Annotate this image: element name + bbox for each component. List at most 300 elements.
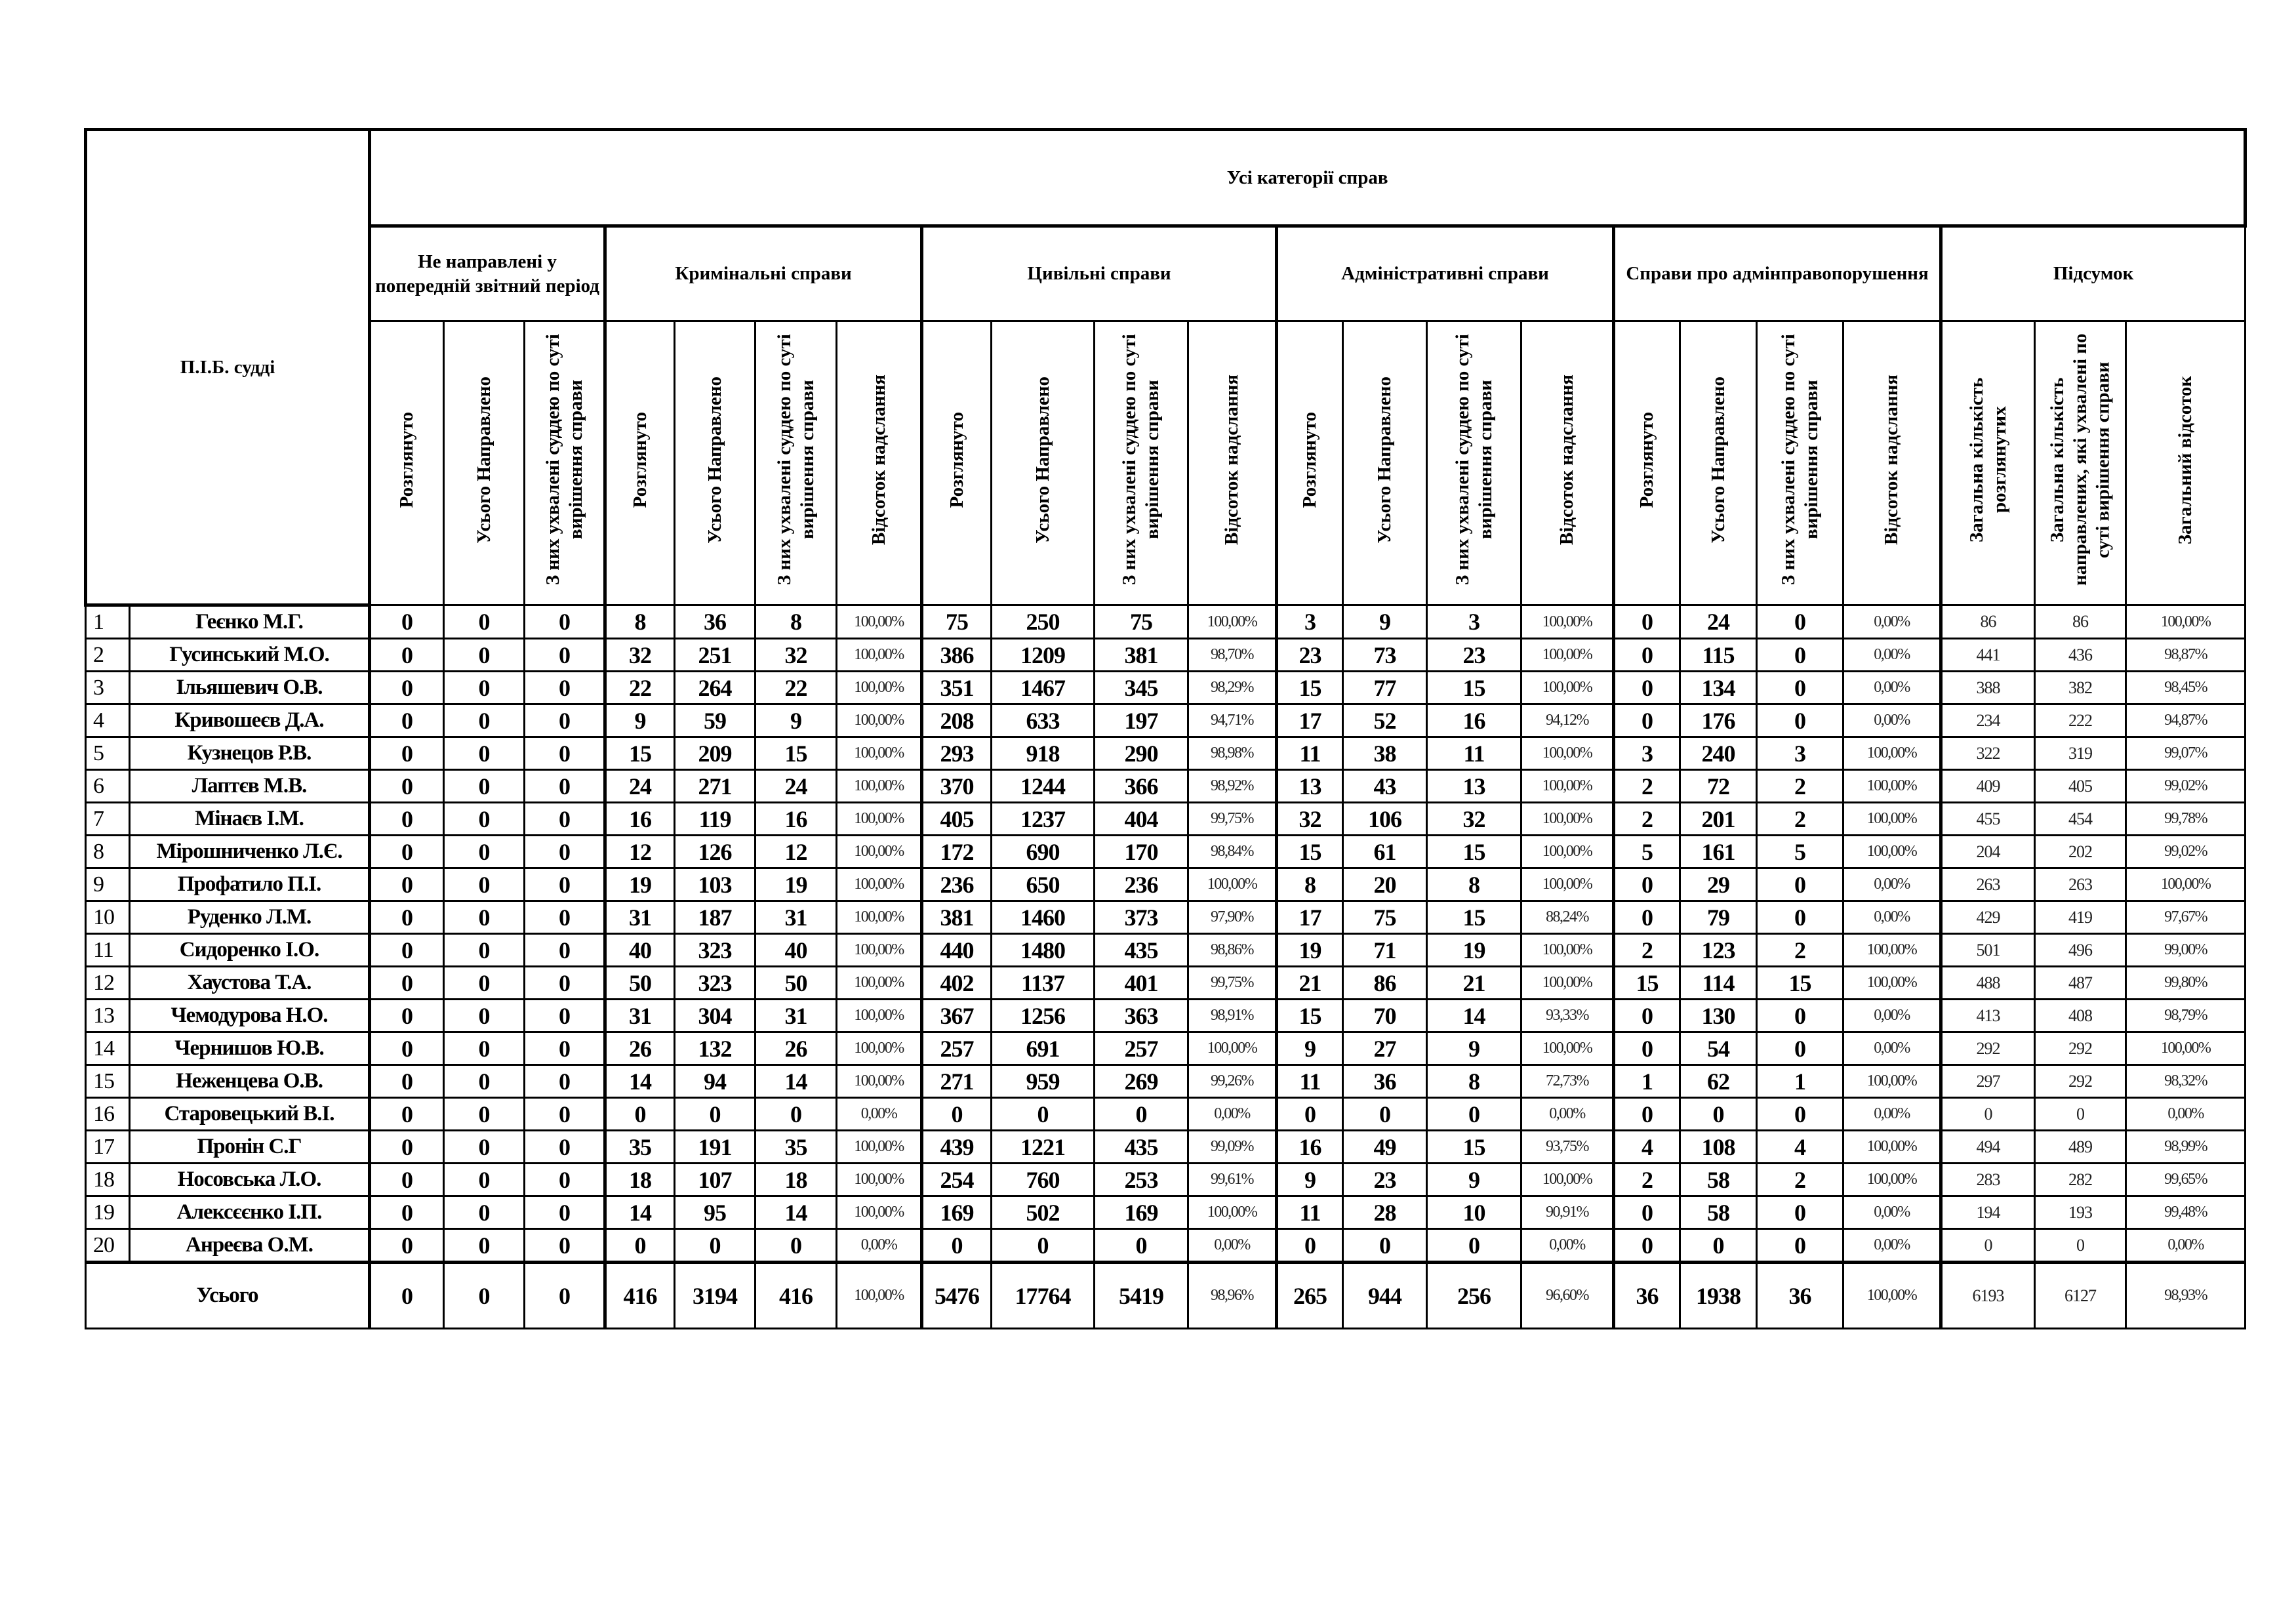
value-cell: 0 — [370, 672, 444, 704]
value-cell: 373 — [1095, 901, 1188, 934]
column-header — [1680, 321, 1757, 605]
value-cell: 18 — [605, 1164, 675, 1196]
value-cell: 9 — [1427, 1164, 1521, 1196]
value-cell: 382 — [2035, 672, 2126, 704]
value-cell: 23 — [1427, 639, 1521, 672]
value-cell: 254 — [922, 1164, 992, 1196]
value-cell: 0 — [1343, 1229, 1427, 1263]
value-cell: 0 — [444, 1164, 525, 1196]
value-cell: 94 — [675, 1065, 755, 1098]
value-cell: 73 — [1343, 639, 1427, 672]
column-header — [755, 321, 837, 605]
percent-cell: 100,00% — [837, 868, 922, 901]
column-header-label: З них ухвалені суддею по суті вирішення справи — [1777, 334, 1822, 586]
percent-cell: 99,48% — [2126, 1196, 2246, 1229]
percent-cell: 99,75% — [1188, 967, 1277, 1000]
column-header — [1757, 321, 1843, 605]
value-cell: 209 — [675, 737, 755, 770]
percent-cell: 100,00% — [837, 1196, 922, 1229]
value-cell: 0 — [444, 672, 525, 704]
column-header — [837, 321, 922, 605]
total-label: Усього — [86, 1263, 370, 1329]
value-cell: 1467 — [992, 672, 1095, 704]
value-cell: 1 — [1614, 1065, 1680, 1098]
percent-cell: 0,00% — [2126, 1229, 2246, 1263]
value-cell: 502 — [992, 1196, 1095, 1229]
value-cell: 193 — [2035, 1196, 2126, 1229]
value-cell: 0 — [1427, 1098, 1521, 1131]
percent-cell: 100,00% — [837, 1000, 922, 1032]
value-cell: 15 — [1277, 1000, 1343, 1032]
column-header-label: З них ухвалені суддею по суті вирішення справи — [542, 334, 586, 586]
value-cell: 0 — [1614, 1098, 1680, 1131]
value-cell: 408 — [2035, 1000, 2126, 1032]
column-header-label: Усього Направлено — [473, 376, 494, 544]
table-row — [86, 836, 2246, 868]
total-percent-cell: 96,60% — [1521, 1263, 1614, 1329]
value-cell: 62 — [1680, 1065, 1757, 1098]
row-number: 17 — [86, 1131, 130, 1164]
value-cell: 169 — [1095, 1196, 1188, 1229]
value-cell: 8 — [1277, 868, 1343, 901]
value-cell: 501 — [1941, 934, 2035, 967]
total-value-cell: 256 — [1427, 1263, 1521, 1329]
value-cell: 293 — [922, 737, 992, 770]
value-cell: 36 — [675, 605, 755, 639]
value-cell: 35 — [605, 1131, 675, 1164]
value-cell: 0 — [370, 934, 444, 967]
table-row — [86, 605, 2246, 639]
judge-name: Хаустова Т.А. — [130, 967, 370, 1000]
value-cell: 0 — [444, 770, 525, 803]
percent-cell: 100,00% — [1843, 770, 1941, 803]
percent-cell: 100,00% — [1521, 639, 1614, 672]
table-row — [86, 901, 2246, 934]
value-cell: 14 — [605, 1065, 675, 1098]
value-cell: 0 — [1614, 1229, 1680, 1263]
value-cell: 86 — [1343, 967, 1427, 1000]
value-cell: 1460 — [992, 901, 1095, 934]
percent-cell: 99,26% — [1188, 1065, 1277, 1098]
value-cell: 20 — [1343, 868, 1427, 901]
value-cell: 0 — [525, 737, 605, 770]
column-header — [444, 321, 525, 605]
table-title: Усі категорії справ — [370, 130, 2246, 226]
column-header-label: Загальна кількість розглянутих — [1965, 377, 2010, 543]
value-cell: 429 — [1941, 901, 2035, 934]
percent-cell: 98,86% — [1188, 934, 1277, 967]
value-cell: 0 — [525, 1229, 605, 1263]
value-cell: 0 — [1757, 1196, 1843, 1229]
percent-cell: 100,00% — [837, 672, 922, 704]
value-cell: 8 — [605, 605, 675, 639]
value-cell: 38 — [1343, 737, 1427, 770]
value-cell: 15 — [1427, 836, 1521, 868]
percent-cell: 99,02% — [2126, 770, 2246, 803]
value-cell: 1137 — [992, 967, 1095, 1000]
percent-cell: 0,00% — [1843, 1000, 1941, 1032]
value-cell: 236 — [922, 868, 992, 901]
value-cell: 363 — [1095, 1000, 1188, 1032]
percent-cell: 99,07% — [2126, 737, 2246, 770]
value-cell: 0 — [922, 1098, 992, 1131]
value-cell: 0 — [1277, 1098, 1343, 1131]
total-value-cell: 1938 — [1680, 1263, 1757, 1329]
row-number: 1 — [86, 605, 130, 639]
value-cell: 50 — [605, 967, 675, 1000]
total-value-cell: 0 — [444, 1263, 525, 1329]
value-cell: 0 — [444, 1229, 525, 1263]
value-cell: 0 — [444, 639, 525, 672]
judge-name: Гусинський М.О. — [130, 639, 370, 672]
judge-name: Ільяшевич О.В. — [130, 672, 370, 704]
group-header: Кримінальні справи — [605, 226, 922, 321]
column-header-label: Відсоток надслання — [1556, 375, 1578, 546]
value-cell: 282 — [2035, 1164, 2126, 1196]
value-cell: 26 — [605, 1032, 675, 1065]
total-value-cell: 5419 — [1095, 1263, 1188, 1329]
value-cell: 15 — [755, 737, 837, 770]
percent-cell: 100,00% — [1521, 836, 1614, 868]
value-cell: 12 — [755, 836, 837, 868]
percent-cell: 98,87% — [2126, 639, 2246, 672]
value-cell: 2 — [1614, 803, 1680, 836]
value-cell: 419 — [2035, 901, 2126, 934]
percent-cell: 100,00% — [1188, 1032, 1277, 1065]
value-cell: 0 — [1757, 605, 1843, 639]
value-cell: 0 — [444, 1065, 525, 1098]
value-cell: 79 — [1680, 901, 1757, 934]
value-cell: 257 — [922, 1032, 992, 1065]
percent-cell: 100,00% — [837, 836, 922, 868]
value-cell: 0 — [444, 836, 525, 868]
value-cell: 15 — [1427, 1131, 1521, 1164]
value-cell: 75 — [922, 605, 992, 639]
value-cell: 271 — [675, 770, 755, 803]
value-cell: 494 — [1941, 1131, 2035, 1164]
value-cell: 29 — [1680, 868, 1757, 901]
value-cell: 760 — [992, 1164, 1095, 1196]
table-row — [86, 967, 2246, 1000]
value-cell: 54 — [1680, 1032, 1757, 1065]
value-cell: 130 — [1680, 1000, 1757, 1032]
judge-name: Сидоренко І.О. — [130, 934, 370, 967]
total-value-cell: 36 — [1757, 1263, 1843, 1329]
percent-cell: 100,00% — [837, 737, 922, 770]
value-cell: 0 — [525, 836, 605, 868]
percent-cell: 94,87% — [2126, 704, 2246, 737]
percent-cell: 98,45% — [2126, 672, 2246, 704]
value-cell: 19 — [605, 868, 675, 901]
column-header-label: Усього Направлено — [704, 376, 725, 544]
value-cell: 4 — [1757, 1131, 1843, 1164]
value-cell: 404 — [1095, 803, 1188, 836]
value-cell: 123 — [1680, 934, 1757, 967]
percent-cell: 0,00% — [1843, 901, 1941, 934]
percent-cell: 0,00% — [1188, 1098, 1277, 1131]
table-row — [86, 1000, 2246, 1032]
percent-cell: 100,00% — [1521, 803, 1614, 836]
table-row — [86, 1065, 2246, 1098]
row-number: 7 — [86, 803, 130, 836]
value-cell: 15 — [1757, 967, 1843, 1000]
value-cell: 236 — [1095, 868, 1188, 901]
value-cell: 0 — [370, 868, 444, 901]
judge-name: Пронін С.Г — [130, 1131, 370, 1164]
value-cell: 0 — [1095, 1098, 1188, 1131]
value-cell: 197 — [1095, 704, 1188, 737]
percent-cell: 0,00% — [837, 1229, 922, 1263]
value-cell: 250 — [992, 605, 1095, 639]
value-cell: 918 — [992, 737, 1095, 770]
value-cell: 187 — [675, 901, 755, 934]
value-cell: 283 — [1941, 1164, 2035, 1196]
percent-cell: 100,00% — [837, 1032, 922, 1065]
value-cell: 386 — [922, 639, 992, 672]
percent-cell: 100,00% — [837, 901, 922, 934]
value-cell: 405 — [922, 803, 992, 836]
percent-cell: 0,00% — [1843, 868, 1941, 901]
table-row — [86, 1229, 2246, 1263]
percent-cell: 100,00% — [2126, 868, 2246, 901]
table-row — [86, 737, 2246, 770]
value-cell: 31 — [605, 901, 675, 934]
table-row — [86, 1131, 2246, 1164]
value-cell: 32 — [1277, 803, 1343, 836]
percent-cell: 98,84% — [1188, 836, 1277, 868]
judge-name: Руденко Л.М. — [130, 901, 370, 934]
percent-cell: 0,00% — [1843, 1196, 1941, 1229]
column-header-label: Усього Направлено — [1032, 376, 1053, 544]
value-cell: 292 — [2035, 1032, 2126, 1065]
column-header — [675, 321, 755, 605]
percent-cell: 97,90% — [1188, 901, 1277, 934]
value-cell: 0 — [2035, 1098, 2126, 1131]
value-cell: 15 — [605, 737, 675, 770]
percent-cell: 0,00% — [837, 1098, 922, 1131]
percent-cell: 100,00% — [1188, 868, 1277, 901]
judge-name: Старовецький В.І. — [130, 1098, 370, 1131]
percent-cell: 100,00% — [837, 803, 922, 836]
value-cell: 0 — [444, 1000, 525, 1032]
percent-cell: 100,00% — [1521, 605, 1614, 639]
group-header: Не направлені у попередній звітний період — [370, 226, 605, 321]
value-cell: 0 — [1757, 672, 1843, 704]
percent-cell: 100,00% — [1188, 1196, 1277, 1229]
total-value-cell: 36 — [1614, 1263, 1680, 1329]
value-cell: 1237 — [992, 803, 1095, 836]
value-cell: 49 — [1343, 1131, 1427, 1164]
value-cell: 19 — [1277, 934, 1343, 967]
percent-cell: 98,79% — [2126, 1000, 2246, 1032]
value-cell: 71 — [1343, 934, 1427, 967]
value-cell: 58 — [1680, 1164, 1757, 1196]
value-cell: 0 — [370, 1065, 444, 1098]
value-cell: 115 — [1680, 639, 1757, 672]
value-cell: 13 — [1427, 770, 1521, 803]
group-header: Підсумок — [1941, 226, 2246, 321]
column-header — [1614, 321, 1680, 605]
value-cell: 58 — [1680, 1196, 1757, 1229]
row-number: 16 — [86, 1098, 130, 1131]
column-header-label: Загальний відсоток — [2175, 375, 2196, 544]
percent-cell: 98,98% — [1188, 737, 1277, 770]
column-header — [992, 321, 1095, 605]
row-number: 12 — [86, 967, 130, 1000]
value-cell: 257 — [1095, 1032, 1188, 1065]
column-header-label: Розглянуто — [629, 412, 651, 508]
column-header-label: Розглянуто — [1299, 412, 1321, 508]
value-cell: 0 — [2035, 1229, 2126, 1263]
value-cell: 264 — [675, 672, 755, 704]
value-cell: 14 — [605, 1196, 675, 1229]
value-cell: 86 — [2035, 605, 2126, 639]
value-cell: 0 — [370, 1229, 444, 1263]
percent-cell: 97,67% — [2126, 901, 2246, 934]
value-cell: 0 — [1757, 868, 1843, 901]
value-cell: 0 — [1614, 1032, 1680, 1065]
percent-cell: 100,00% — [1843, 803, 1941, 836]
value-cell: 15 — [1427, 672, 1521, 704]
percent-cell: 100,00% — [837, 1164, 922, 1196]
total-value-cell: 3194 — [675, 1263, 755, 1329]
row-number: 15 — [86, 1065, 130, 1098]
percent-cell: 100,00% — [837, 770, 922, 803]
total-value-cell: 265 — [1277, 1263, 1343, 1329]
percent-cell: 93,33% — [1521, 1000, 1614, 1032]
value-cell: 9 — [1427, 1032, 1521, 1065]
total-value-cell: 17764 — [992, 1263, 1095, 1329]
percent-cell: 99,80% — [2126, 967, 2246, 1000]
value-cell: 0 — [370, 836, 444, 868]
row-number: 4 — [86, 704, 130, 737]
value-cell: 18 — [755, 1164, 837, 1196]
value-cell: 366 — [1095, 770, 1188, 803]
table-row — [86, 1098, 2246, 1131]
value-cell: 21 — [1277, 967, 1343, 1000]
value-cell: 441 — [1941, 639, 2035, 672]
value-cell: 22 — [605, 672, 675, 704]
value-cell: 3 — [1427, 605, 1521, 639]
value-cell: 0 — [1614, 704, 1680, 737]
percent-cell: 0,00% — [1843, 639, 1941, 672]
percent-cell: 0,00% — [1521, 1229, 1614, 1263]
percent-cell: 100,00% — [2126, 1032, 2246, 1065]
percent-cell: 100,00% — [1188, 605, 1277, 639]
value-cell: 35 — [755, 1131, 837, 1164]
value-cell: 15 — [1427, 901, 1521, 934]
table-row — [86, 934, 2246, 967]
column-header — [1941, 321, 2035, 605]
column-header — [1521, 321, 1614, 605]
value-cell: 381 — [1095, 639, 1188, 672]
value-cell: 32 — [1427, 803, 1521, 836]
table-row — [86, 704, 2246, 737]
value-cell: 11 — [1427, 737, 1521, 770]
column-header-label: Розглянуто — [1636, 412, 1658, 508]
value-cell: 0 — [525, 704, 605, 737]
value-cell: 11 — [1277, 1065, 1343, 1098]
value-cell: 11 — [1277, 737, 1343, 770]
value-cell: 23 — [1277, 639, 1343, 672]
value-cell: 0 — [1277, 1229, 1343, 1263]
column-header-label: Розглянуто — [946, 412, 967, 508]
value-cell: 319 — [2035, 737, 2126, 770]
value-cell: 489 — [2035, 1131, 2126, 1164]
value-cell: 0 — [1614, 1196, 1680, 1229]
value-cell: 16 — [605, 803, 675, 836]
table-row — [86, 1164, 2246, 1196]
value-cell: 0 — [370, 967, 444, 1000]
column-header — [1343, 321, 1427, 605]
value-cell: 959 — [992, 1065, 1095, 1098]
percent-cell: 94,71% — [1188, 704, 1277, 737]
value-cell: 253 — [1095, 1164, 1188, 1196]
value-cell: 0 — [675, 1098, 755, 1131]
judge-name: Лаптєв М.В. — [130, 770, 370, 803]
value-cell: 50 — [755, 967, 837, 1000]
value-cell: 8 — [1427, 1065, 1521, 1098]
value-cell: 251 — [675, 639, 755, 672]
value-cell: 290 — [1095, 737, 1188, 770]
value-cell: 23 — [1343, 1164, 1427, 1196]
value-cell: 413 — [1941, 1000, 2035, 1032]
value-cell: 0 — [370, 1000, 444, 1032]
value-cell: 5 — [1757, 836, 1843, 868]
value-cell: 0 — [1614, 901, 1680, 934]
percent-cell: 0,00% — [1188, 1229, 1277, 1263]
total-value-cell: 6127 — [2035, 1263, 2126, 1329]
row-number: 3 — [86, 672, 130, 704]
percent-cell: 98,92% — [1188, 770, 1277, 803]
value-cell: 59 — [675, 704, 755, 737]
total-percent-cell: 98,96% — [1188, 1263, 1277, 1329]
value-cell: 234 — [1941, 704, 2035, 737]
judge-name: Алексєєнко І.П. — [130, 1196, 370, 1229]
percent-cell: 88,24% — [1521, 901, 1614, 934]
value-cell: 0 — [370, 1131, 444, 1164]
value-cell: 0 — [444, 803, 525, 836]
percent-cell: 100,00% — [1521, 672, 1614, 704]
value-cell: 72 — [1680, 770, 1757, 803]
judge-name: Мірошниченко Л.Є. — [130, 836, 370, 868]
percent-cell: 98,91% — [1188, 1000, 1277, 1032]
percent-cell: 100,00% — [1521, 770, 1614, 803]
value-cell: 370 — [922, 770, 992, 803]
value-cell: 402 — [922, 967, 992, 1000]
value-cell: 172 — [922, 836, 992, 868]
value-cell: 0 — [1757, 704, 1843, 737]
percent-cell: 98,70% — [1188, 639, 1277, 672]
value-cell: 401 — [1095, 967, 1188, 1000]
percent-cell: 100,00% — [837, 605, 922, 639]
column-header-label: Відсоток надслання — [1881, 375, 1903, 546]
value-cell: 0 — [525, 1000, 605, 1032]
value-cell: 0 — [525, 770, 605, 803]
value-cell: 0 — [755, 1098, 837, 1131]
value-cell: 0 — [370, 1196, 444, 1229]
total-value-cell: 5476 — [922, 1263, 992, 1329]
value-cell: 0 — [444, 1131, 525, 1164]
percent-cell: 100,00% — [1521, 868, 1614, 901]
percent-cell: 100,00% — [1843, 836, 1941, 868]
percent-cell: 100,00% — [1843, 967, 1941, 1000]
percent-cell: 100,00% — [1521, 967, 1614, 1000]
percent-cell: 99,09% — [1188, 1131, 1277, 1164]
column-header — [1277, 321, 1343, 605]
row-number: 6 — [86, 770, 130, 803]
value-cell: 0 — [444, 737, 525, 770]
